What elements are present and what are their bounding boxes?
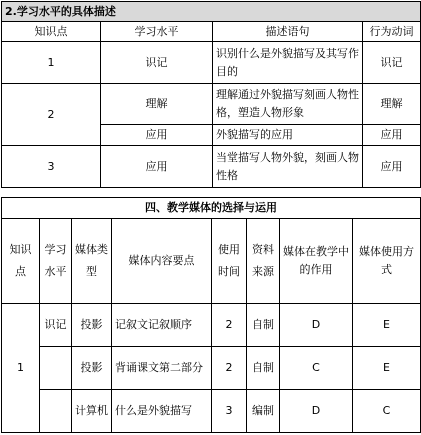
- header-media-type: 媒体类型: [72, 219, 112, 304]
- cell-usage-mode: C: [353, 390, 421, 433]
- table-row: [2, 146, 421, 188]
- learning-level-table: [1, 1, 421, 188]
- cell-usage-time: 2: [212, 304, 247, 347]
- table-title-row: [2, 2, 421, 22]
- cell-usage-mode: E: [353, 304, 421, 347]
- cell-verb: 应用: [363, 146, 421, 188]
- header-learning-level: 学习水平: [101, 22, 213, 42]
- cell-verb: 理解: [363, 84, 421, 125]
- cell-level: 应用: [101, 125, 213, 146]
- cell-level: [40, 390, 72, 433]
- header-material-source: 资料来源: [247, 219, 280, 304]
- cell-usage-time: 3: [212, 390, 247, 433]
- cell-description: 当堂描写人物外貌，刻画人物性格: [213, 146, 363, 188]
- cell-media-content: 背诵课文第二部分: [112, 347, 212, 390]
- cell-media-content: 记叙文记叙顺序: [112, 304, 212, 347]
- header-usage-time: 使用时间: [212, 219, 247, 304]
- table-row: [2, 390, 421, 433]
- table-title-row: [2, 198, 421, 219]
- cell-role: C: [280, 347, 353, 390]
- cell-media-type: 计算机: [72, 390, 112, 433]
- cell-point: 1: [2, 42, 101, 84]
- table-row: [2, 42, 421, 84]
- cell-verb: 应用: [363, 125, 421, 146]
- table-row: [2, 347, 421, 390]
- cell-level: 应用: [101, 146, 213, 188]
- header-learning-level: 学习水平: [40, 219, 72, 304]
- cell-point: 1: [2, 304, 40, 433]
- header-knowledge-point: 知识点: [2, 219, 40, 304]
- header-media-role: 媒体在教学中的作用: [280, 219, 353, 304]
- table-header-row: [2, 22, 421, 42]
- cell-role: D: [280, 390, 353, 433]
- header-media-content: 媒体内容要点: [112, 219, 212, 304]
- cell-level: 识记: [40, 304, 72, 347]
- cell-level: [40, 347, 72, 390]
- cell-point: 2: [2, 84, 101, 146]
- cell-verb: 识记: [363, 42, 421, 84]
- cell-description: 理解通过外貌描写刻画人物性格，塑造人物形象: [213, 84, 363, 125]
- cell-source: 编制: [247, 390, 280, 433]
- cell-source: 自制: [247, 304, 280, 347]
- cell-media-type: 投影: [72, 347, 112, 390]
- media-table: [1, 197, 421, 433]
- table-row: [2, 84, 421, 125]
- cell-description: 识别什么是外貌描写及其写作目的: [213, 42, 363, 84]
- header-media-usage: 媒体使用方式: [353, 219, 421, 304]
- header-action-verb: 行为动词: [363, 22, 421, 42]
- cell-usage-mode: E: [353, 347, 421, 390]
- cell-usage-time: 2: [212, 347, 247, 390]
- cell-media-content: 什么是外貌描写: [112, 390, 212, 433]
- cell-level: 识记: [101, 42, 213, 84]
- cell-description: 外貌描写的应用: [213, 125, 363, 146]
- cell-source: 自制: [247, 347, 280, 390]
- section-title: 2.学习水平的具体描述: [2, 2, 421, 22]
- cell-level: 理解: [101, 84, 213, 125]
- table-header-row: [2, 219, 421, 304]
- header-knowledge-point: 知识点: [2, 22, 101, 42]
- table-row: [2, 304, 421, 347]
- cell-point: 3: [2, 146, 101, 188]
- cell-media-type: 投影: [72, 304, 112, 347]
- section-title: 四、教学媒体的选择与运用: [2, 198, 421, 219]
- header-description: 描述语句: [213, 22, 363, 42]
- cell-role: D: [280, 304, 353, 347]
